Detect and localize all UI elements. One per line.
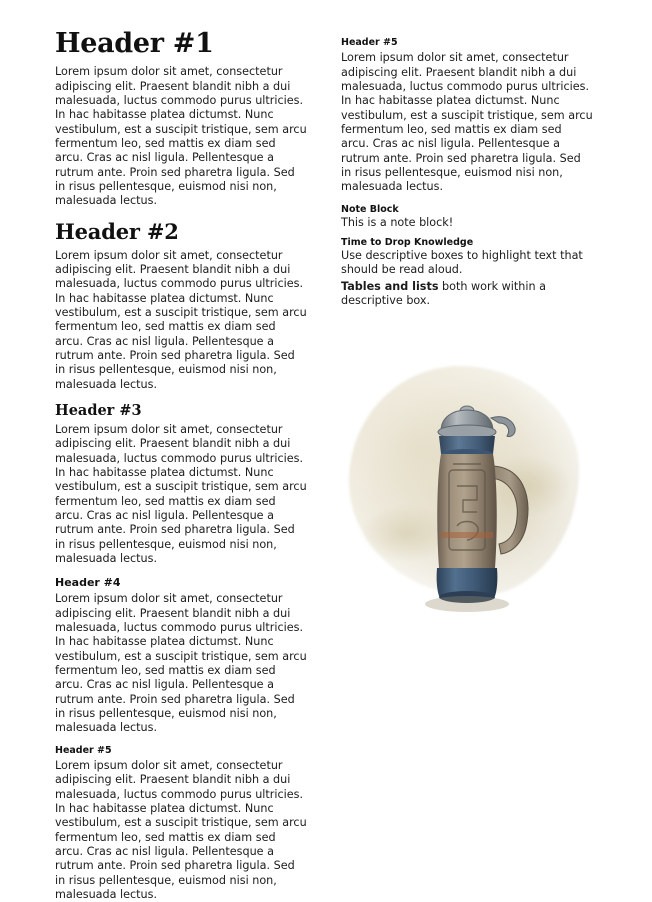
- note-block-title: Note Block: [341, 203, 399, 215]
- stein-body: [437, 454, 496, 568]
- heading-4: Header #4: [55, 576, 121, 590]
- two-column-layout: [55, 30, 612, 902]
- body-paragraph-1: Lorem ipsum dolor sit amet, consectetur adipiscing elit. Praesent blandit nibh a dui malesuada, luctus commodo purus ultricies. In hac habitasse platea dictumst. Nunc vestibulum, est a suscipit tristique, sem arcu fermentum leo, sed mattis ex diam sed arcu. Cras ac nisl ligula. Pellentesque a rutrum ante. Proin sed pharetra ligula. Sed in risus pellentesque, euismod nisi non, malesuada lectus.: [55, 65, 307, 208]
- body-paragraph-5: Lorem ipsum dolor sit amet, consectetur adipiscing elit. Praesent blandit nibh a dui malesuada, luctus commodo purus ultricies. In hac habitasse platea dictumst. Nunc vestibulum, est a suscipit tristique, sem arcu fermentum leo, sed mattis ex diam sed arcu. Cras ac nisl ligula. Pellentesque a rutrum ante. Proin sed pharetra ligula. Sed in risus pellentesque, euismod nisi non, malesuada lectus.: [55, 758, 307, 901]
- descriptive-box-line-2-bold: Tables and lists: [341, 279, 439, 293]
- heading-3: Header #3: [55, 401, 142, 419]
- body-paragraph-3: Lorem ipsum dolor sit amet, consectetur adipiscing elit. Praesent blandit nibh a dui malesuada, luctus commodo purus ultricies. In hac habitasse platea dictumst. Nunc vestibulum, est a suscipit tristique, sem arcu fermentum leo, sed mattis ex diam sed arcu. Cras ac nisl ligula. Pellentesque a rutrum ante. Proin sed pharetra ligula. Sed in risus pellentesque, euismod nisi non, malesuada lectus.: [55, 422, 307, 565]
- stein-drawing: [341, 336, 593, 636]
- note-block-text: This is a note block!: [341, 215, 454, 229]
- stein-accent-band: [441, 532, 493, 538]
- right-column: [341, 30, 593, 636]
- heading-5-right: Header #5: [341, 37, 398, 48]
- descriptive-box-line-2-rest: both work within a descriptive box.: [341, 279, 546, 308]
- descriptive-box-line-1: Use descriptive boxes to highlight text that should be read aloud.: [341, 249, 583, 277]
- heading-1: Header #1: [55, 28, 214, 59]
- body-paragraph-4: Lorem ipsum dolor sit amet, consectetur adipiscing elit. Praesent blandit nibh a dui malesuada, luctus commodo purus ultricies. In hac habitasse platea dictumst. Nunc vestibulum, est a suscipit tristique, sem arcu fermentum leo, sed mattis ex diam sed arcu. Cras ac nisl ligula. Pellentesque a rutrum ante. Proin sed pharetra ligula. Sed in risus pellentesque, euismod nisi non, malesuada lectus.: [55, 592, 307, 735]
- left-column: [55, 30, 307, 902]
- stein-shadow: [425, 596, 509, 612]
- body-paragraph-right: Lorem ipsum dolor sit amet, consectetur adipiscing elit. Praesent blandit nibh a dui malesuada, luctus commodo purus ultricies. In hac habitasse platea dictumst. Nunc vestibulum, est a suscipit tristique, sem arcu fermentum leo, sed mattis ex diam sed arcu. Cras ac nisl ligula. Pellentesque a rutrum ante. Proin sed pharetra ligula. Sed in risus pellentesque, euismod nisi non, malesuada lectus.: [341, 51, 593, 194]
- heading-5: Header #5: [55, 744, 112, 756]
- descriptive-box-title: Time to Drop Knowledge: [341, 237, 474, 249]
- heading-2: Header #2: [55, 218, 179, 244]
- descriptive-box-line-2: [341, 280, 593, 309]
- beer-stein-illustration: [341, 336, 593, 636]
- body-paragraph-2: Lorem ipsum dolor sit amet, consectetur adipiscing elit. Praesent blandit nibh a dui malesuada, luctus commodo purus ultricies. In hac habitasse platea dictumst. Nunc vestibulum, est a suscipit tristique, sem arcu fermentum leo, sed mattis ex diam sed arcu. Cras ac nisl ligula. Pellentesque a rutrum ante. Proin sed pharetra ligula. Sed in risus pellentesque, euismod nisi non, malesuada lectus.: [55, 248, 307, 391]
